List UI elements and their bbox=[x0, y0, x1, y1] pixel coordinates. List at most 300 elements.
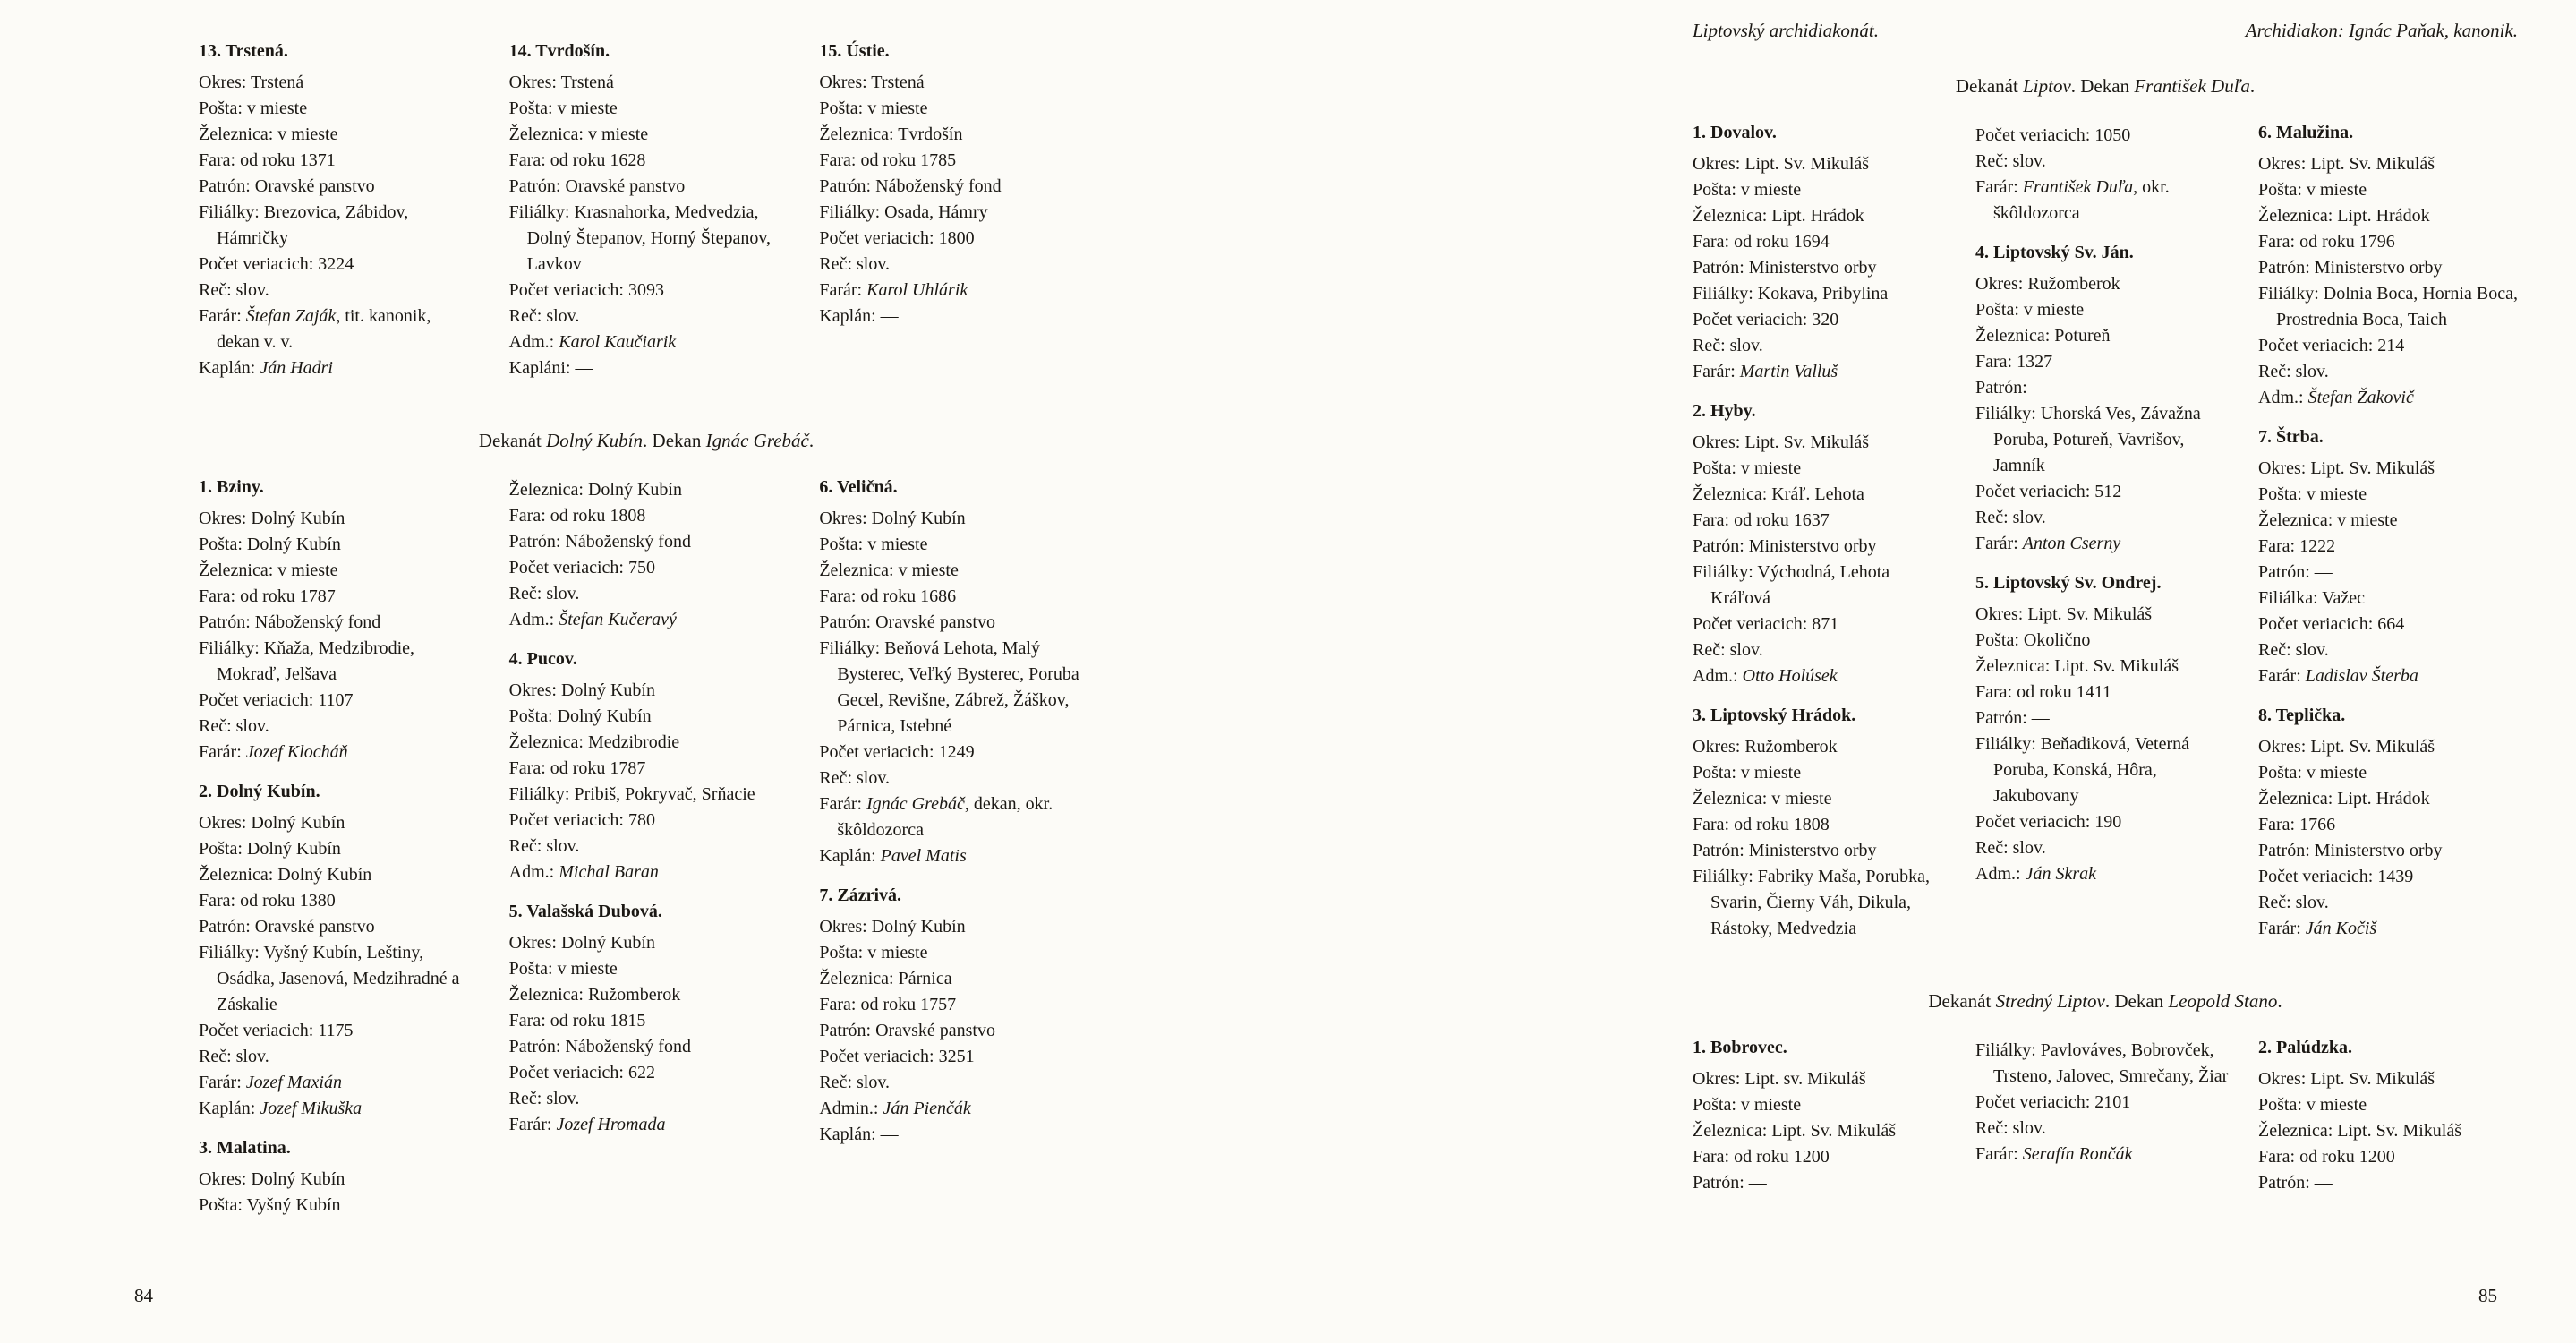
text-run: Počet veriacich: 320 bbox=[1693, 310, 1839, 329]
text-run: Počet veriacich: 2101 bbox=[1975, 1092, 2131, 1112]
entry-line bbox=[1693, 864, 1952, 942]
entry-line bbox=[199, 688, 473, 714]
text-run: Reč: slov. bbox=[819, 254, 891, 274]
entry-block bbox=[2258, 123, 2518, 411]
entry-continuation bbox=[509, 477, 784, 633]
entry-line bbox=[1975, 706, 2235, 731]
entry-line bbox=[819, 174, 1094, 200]
entry-line bbox=[509, 834, 784, 860]
entry-title: 1. Dovalov. bbox=[1693, 123, 1777, 142]
left-page-text-block bbox=[199, 41, 1094, 1235]
text-run: Filiálky: Pavlováves, Bobrovček, Trsteno, Jalovec, Smrečany, Žiar bbox=[1975, 1040, 2229, 1086]
text-run: Okres: Dolný Kubín bbox=[819, 917, 966, 937]
entry-line bbox=[509, 1086, 784, 1112]
entry-line bbox=[2258, 663, 2518, 689]
text-run: Pošta: v mieste bbox=[1693, 458, 1802, 478]
text-run: Patrón: Ministerstvo orby bbox=[2258, 841, 2443, 860]
entry-line bbox=[1975, 401, 2235, 479]
entry-line bbox=[199, 862, 473, 888]
text-run: Okres: Lipt. Sv. Mikuláš bbox=[2258, 1069, 2435, 1089]
text-run: Filiálky: Kňaža, Medzibrodie, Mokraď, Jelšava bbox=[199, 638, 415, 684]
text-run: Filiálky: Fabriky Maša, Porubka, Svarin, Čierny Váh, Dikula, Rástoky, Medvedzia bbox=[1693, 867, 1930, 938]
italic-name: Štefan Zaják bbox=[245, 306, 337, 326]
entry-line bbox=[819, 791, 1094, 843]
text-run: Železnica: Lipt. Hrádok bbox=[1693, 206, 1864, 226]
text-run: Počet veriacich: 512 bbox=[1975, 482, 2122, 501]
text-run: Farár: bbox=[1975, 534, 2023, 553]
entry-line bbox=[509, 329, 784, 355]
column bbox=[1975, 1038, 2235, 1184]
column bbox=[1975, 123, 2235, 903]
text-run: Fara: od roku 1808 bbox=[1693, 815, 1830, 834]
entry-line bbox=[509, 860, 784, 885]
text-run: Filiálka: Važec bbox=[2258, 588, 2366, 608]
text-run: Kaplán: — bbox=[819, 306, 899, 326]
entry-line bbox=[1693, 482, 1952, 508]
text-run: Fara: od roku 1808 bbox=[508, 506, 646, 526]
text-run: Okres: Dolný Kubín bbox=[199, 509, 345, 528]
text-run: Reč: slov. bbox=[508, 584, 580, 603]
entry-line bbox=[2258, 890, 2518, 916]
text-run: Fara: od roku 1371 bbox=[199, 150, 336, 170]
text-run: , okr. škôldozorca bbox=[1993, 177, 2170, 223]
entry-line bbox=[1975, 809, 2235, 835]
entry-line bbox=[1693, 456, 1952, 482]
italic-name: Ján Skrak bbox=[2025, 864, 2096, 884]
entry-line bbox=[509, 730, 784, 756]
entry-line bbox=[199, 252, 473, 278]
text-run: Počet veriacich: 1800 bbox=[819, 228, 975, 248]
text-run: Farár: bbox=[1693, 362, 1740, 381]
italic-name: Jozef Maxián bbox=[245, 1073, 342, 1092]
italic-name: Michal Baran bbox=[559, 862, 659, 882]
text-run: Kaplán: bbox=[199, 358, 260, 378]
text-run: Patrón: Náboženský fond bbox=[819, 176, 1002, 196]
entry-line bbox=[199, 355, 473, 381]
text-run: Fara: od roku 1787 bbox=[508, 758, 646, 778]
entry-line bbox=[1975, 375, 2235, 401]
entry-line bbox=[509, 96, 784, 122]
entry-line bbox=[1693, 560, 1952, 612]
entry-block bbox=[1975, 573, 2235, 887]
text-run: Filiálky: Beňová Lehota, Malý Bysterec, Veľký Bysterec, Poruba Gecel, Revišne, Zábrež, Žáškov, Párnica, Istebné bbox=[819, 638, 1079, 736]
entry-line bbox=[1693, 255, 1952, 281]
entry-line bbox=[199, 940, 473, 1018]
text-run: Filiálky: Beňadiková, Veterná Poruba, Konská, Hôra, Jakubovany bbox=[1975, 734, 2190, 806]
text-run: Pošta: Vyšný Kubín bbox=[199, 1195, 341, 1215]
text-run: Reč: slov. bbox=[508, 1089, 580, 1108]
entry-line bbox=[2258, 456, 2518, 482]
entry-line bbox=[1975, 628, 2235, 654]
text-run: Patrón: — bbox=[1975, 378, 2050, 398]
entry-line bbox=[1693, 430, 1952, 456]
text-run: Počet veriacich: 3224 bbox=[199, 254, 354, 274]
italic-name: Otto Holúsek bbox=[1742, 666, 1838, 686]
text-run: Železnica: Dolný Kubín bbox=[199, 865, 372, 885]
italic-name: Ladislav Šterba bbox=[2305, 666, 2418, 686]
entry-line bbox=[509, 782, 784, 808]
entry-line bbox=[199, 1167, 473, 1193]
text-run: Kaplán: bbox=[199, 1099, 260, 1118]
entry-line bbox=[2258, 812, 2518, 838]
entry-line bbox=[1975, 531, 2235, 557]
entry-title: 4. Liptovský Sv. Ján. bbox=[1975, 243, 2134, 262]
right-page-text-block bbox=[1693, 75, 2518, 1212]
entry-line bbox=[819, 252, 1094, 278]
text-run: Železnica: v mieste bbox=[819, 560, 959, 580]
entry-line bbox=[509, 174, 784, 200]
text-run: Fara: od roku 1628 bbox=[508, 150, 646, 170]
entry-line bbox=[1693, 333, 1952, 359]
text-run: Dekanát bbox=[1928, 990, 1996, 1012]
text-run: Počet veriacich: 3251 bbox=[819, 1047, 975, 1066]
text-run: Reč: slov. bbox=[819, 1073, 891, 1092]
entry-line bbox=[1975, 297, 2235, 323]
entry-block bbox=[2258, 427, 2518, 689]
entry-line bbox=[509, 477, 784, 503]
entry-line bbox=[199, 636, 473, 688]
entry-line bbox=[509, 529, 784, 555]
section-columns bbox=[199, 477, 1094, 1235]
text-run: . Dekan bbox=[2070, 75, 2135, 97]
text-run: Farár: bbox=[819, 794, 867, 814]
entry-line bbox=[2258, 255, 2518, 281]
text-run: Patrón: Ministerstvo orby bbox=[2258, 258, 2443, 278]
entry-line bbox=[1693, 359, 1952, 385]
text-run: Železnica: Medzibrodie bbox=[508, 732, 680, 752]
entry-line bbox=[509, 278, 784, 304]
text-run: Pošta: Dolný Kubín bbox=[508, 706, 652, 726]
entry-title: 13. Trstená. bbox=[199, 41, 288, 61]
text-run: Filiálky: Kokava, Pribylina bbox=[1693, 284, 1889, 304]
text-run: Fara: od roku 1815 bbox=[508, 1011, 646, 1031]
entry-line bbox=[509, 1112, 784, 1138]
text-run: Pošta: Okolično bbox=[1975, 630, 2091, 650]
text-run: Reč: slov. bbox=[2258, 362, 2329, 381]
entry-line bbox=[1693, 1118, 1952, 1144]
page-right bbox=[1288, 0, 2576, 1343]
entry-line bbox=[1975, 123, 2235, 149]
entry-block bbox=[1693, 123, 1952, 385]
entry-block bbox=[1975, 243, 2235, 557]
entry-line bbox=[509, 1060, 784, 1086]
text-run: Pošta: v mieste bbox=[2258, 484, 2367, 504]
text-run: . Dekan bbox=[2104, 990, 2169, 1012]
text-run: Pošta: v mieste bbox=[2258, 180, 2367, 200]
text-run: Adm.: bbox=[2258, 388, 2308, 407]
entry-continuation bbox=[1975, 123, 2235, 227]
text-run: Kaplán: — bbox=[819, 1125, 899, 1144]
text-run: Fara: 1222 bbox=[2258, 536, 2336, 556]
entry-line bbox=[2258, 359, 2518, 385]
text-run: Reč: slov. bbox=[508, 306, 580, 326]
text-run: Fara: od roku 1380 bbox=[199, 891, 336, 911]
entry-title: 3. Malatina. bbox=[199, 1138, 291, 1158]
text-run: Dekanát bbox=[478, 430, 547, 451]
entry-title: 8. Teplička. bbox=[2258, 706, 2346, 725]
text-run: Patrón: Ministerstvo orby bbox=[1693, 536, 1877, 556]
entry-line bbox=[1975, 1116, 2235, 1142]
entry-line bbox=[2258, 612, 2518, 637]
entry-title: 5. Valašská Dubová. bbox=[508, 902, 662, 921]
text-run: Filiálky: Dolnia Boca, Hornia Boca, Prostrednia Boca, Taich bbox=[2258, 284, 2518, 329]
entry-line bbox=[1693, 534, 1952, 560]
entry-line bbox=[509, 70, 784, 96]
entry-line bbox=[509, 982, 784, 1008]
entry-line bbox=[1975, 271, 2235, 297]
entry-line bbox=[509, 1008, 784, 1034]
text-run: Patrón: — bbox=[2258, 562, 2333, 582]
text-run: Počet veriacich: 3093 bbox=[508, 280, 664, 300]
entry-line bbox=[819, 992, 1094, 1018]
text-run: Počet veriacich: 1107 bbox=[199, 690, 354, 710]
italic-name: Ján Hadri bbox=[260, 358, 333, 378]
text-run: Patrón: Oravské panstvo bbox=[199, 176, 375, 196]
entry-line bbox=[1975, 1142, 2235, 1168]
text-run: Železnica: Lipt. Sv. Mikuláš bbox=[2258, 1121, 2461, 1141]
entry-line bbox=[2258, 151, 2518, 177]
italic-name: Jozef Klocháň bbox=[245, 742, 348, 762]
text-run: Reč: slov. bbox=[199, 1047, 269, 1066]
entry-line bbox=[199, 304, 473, 355]
text-run: Filiálky: Osada, Hámry bbox=[819, 202, 988, 222]
text-run: Kaplán: bbox=[819, 846, 881, 866]
text-run: Filiálky: Pribiš, Pokryvač, Srňacie bbox=[508, 784, 755, 804]
running-heads bbox=[1693, 20, 2518, 42]
text-run: Kapláni: — bbox=[508, 358, 593, 378]
entry-line bbox=[199, 96, 473, 122]
text-run: Reč: slov. bbox=[2258, 893, 2329, 912]
text-run: Reč: slov. bbox=[199, 280, 269, 300]
entry-title: 2. Palúdzka. bbox=[2258, 1038, 2353, 1057]
entry-title: 1. Bziny. bbox=[199, 477, 264, 497]
entry-line bbox=[509, 555, 784, 581]
text-run: Reč: slov. bbox=[2258, 640, 2329, 660]
text-run: Fara: od roku 1411 bbox=[1975, 682, 2112, 702]
entry-line bbox=[819, 766, 1094, 791]
entry-line bbox=[2258, 760, 2518, 786]
entry-line bbox=[819, 226, 1094, 252]
text-run: Železnica: Lipt. Sv. Mikuláš bbox=[1975, 656, 2179, 676]
text-run: Patrón: Oravské panstvo bbox=[199, 917, 375, 937]
entry-line bbox=[1693, 734, 1952, 760]
entry-line bbox=[2258, 560, 2518, 586]
entry-block bbox=[819, 885, 1094, 1148]
entry-block bbox=[819, 477, 1094, 869]
column bbox=[819, 41, 1094, 346]
text-run: Adm.: bbox=[508, 610, 559, 629]
entry-line bbox=[819, 304, 1094, 329]
text-run: Farár: bbox=[199, 306, 246, 326]
text-run: Okres: Trstená bbox=[819, 73, 925, 92]
entry-line bbox=[1975, 323, 2235, 349]
entry-line bbox=[1975, 602, 2235, 628]
text-run: Fara: od roku 1200 bbox=[2258, 1147, 2395, 1167]
text-run: Fara: od roku 1757 bbox=[819, 995, 957, 1014]
entry-line bbox=[1975, 505, 2235, 531]
column bbox=[199, 477, 473, 1235]
text-run: Reč: slov. bbox=[199, 716, 269, 736]
text-run: Fara: od roku 1200 bbox=[1693, 1147, 1830, 1167]
text-run: Pošta: v mieste bbox=[819, 943, 928, 962]
entry-line bbox=[2258, 333, 2518, 359]
entry-line bbox=[199, 914, 473, 940]
entry-line bbox=[819, 914, 1094, 940]
entry-line bbox=[819, 558, 1094, 584]
text-run: Fara: od roku 1796 bbox=[2258, 232, 2395, 252]
text-run: Počet veriacich: 622 bbox=[508, 1063, 655, 1082]
entry-line bbox=[819, 70, 1094, 96]
text-run: Okres: Lipt. Sv. Mikuláš bbox=[1693, 432, 1870, 452]
entry-line bbox=[819, 1044, 1094, 1070]
text-run: Počet veriacich: 1249 bbox=[819, 742, 975, 762]
entry-line bbox=[1693, 1144, 1952, 1170]
entry-block bbox=[1693, 1038, 1952, 1196]
section bbox=[1693, 990, 2518, 1212]
entry-line bbox=[2258, 281, 2518, 333]
text-run: Železnica: Kráľ. Lehota bbox=[1693, 484, 1864, 504]
entry-line bbox=[819, 584, 1094, 610]
entry-line bbox=[509, 704, 784, 730]
entry-block bbox=[2258, 1038, 2518, 1196]
text-run: Pošta: v mieste bbox=[2258, 763, 2367, 783]
text-run: Admin.: bbox=[819, 1099, 883, 1118]
entry-line bbox=[2258, 637, 2518, 663]
italic-name: Pavel Matis bbox=[880, 846, 967, 866]
text-run: , dekan, okr. škôldozorca bbox=[837, 794, 1053, 840]
text-run: Adm.: bbox=[508, 332, 559, 352]
entry-line bbox=[819, 966, 1094, 992]
entry-line bbox=[1975, 1090, 2235, 1116]
entry-line bbox=[1693, 203, 1952, 229]
entry-line bbox=[1975, 731, 2235, 809]
entry-line bbox=[1975, 479, 2235, 505]
italic-name: Karol Kaučiarik bbox=[559, 332, 677, 352]
entry-line bbox=[819, 1018, 1094, 1044]
entry-line bbox=[199, 1044, 473, 1070]
italic-name: Ján Pienčák bbox=[883, 1099, 971, 1118]
column bbox=[819, 477, 1094, 1164]
entry-line bbox=[1693, 281, 1952, 307]
text-run: Fara: od roku 1686 bbox=[819, 586, 957, 606]
text-run: Farár: bbox=[1975, 1144, 2023, 1164]
entry-line bbox=[1693, 786, 1952, 812]
text-run: Patrón: Náboženský fond bbox=[508, 1037, 691, 1056]
section-columns bbox=[1693, 1038, 2518, 1212]
text-run: Adm.: bbox=[1693, 666, 1743, 686]
text-run: Pošta: v mieste bbox=[819, 535, 928, 554]
entry-block bbox=[819, 41, 1094, 329]
text-run: Dekanát bbox=[1955, 75, 2024, 97]
entry-block bbox=[1693, 706, 1952, 942]
text-run: Fara: od roku 1785 bbox=[819, 150, 957, 170]
italic-name: Štefan Žakovič bbox=[2307, 388, 2414, 407]
text-run: Pošta: v mieste bbox=[508, 959, 618, 979]
entry-line bbox=[1693, 663, 1952, 689]
entry-line bbox=[1693, 612, 1952, 637]
entry-line bbox=[819, 636, 1094, 740]
italic-name: František Duľa bbox=[2134, 75, 2250, 97]
text-run: Patrón: Oravské panstvo bbox=[819, 612, 995, 632]
text-run: Okres: Dolný Kubín bbox=[199, 813, 345, 833]
entry-line bbox=[2258, 786, 2518, 812]
text-run: Okres: Lipt. sv. Mikuláš bbox=[1693, 1069, 1866, 1089]
text-run: Fara: 1766 bbox=[2258, 815, 2336, 834]
entry-line bbox=[2258, 177, 2518, 203]
text-run: Počet veriacich: 214 bbox=[2258, 336, 2405, 355]
italic-name: Liptov bbox=[2023, 75, 2071, 97]
italic-name: Ignác Grebáč bbox=[705, 430, 809, 451]
entry-line bbox=[199, 506, 473, 532]
entry-line bbox=[819, 1070, 1094, 1096]
entry-line bbox=[199, 122, 473, 148]
entry-line bbox=[1975, 861, 2235, 887]
text-run: . bbox=[2277, 990, 2282, 1012]
text-run: Patrón: Ministerstvo orby bbox=[1693, 258, 1877, 278]
entry-title: 2. Hyby. bbox=[1693, 401, 1756, 421]
italic-name: František Duľa bbox=[2022, 177, 2134, 197]
entry-block bbox=[509, 41, 784, 381]
entry-line bbox=[2258, 1066, 2518, 1092]
text-run: Patrón: — bbox=[1693, 1173, 1767, 1193]
entry-line bbox=[1693, 307, 1952, 333]
entry-line bbox=[1975, 835, 2235, 861]
entry-block bbox=[2258, 706, 2518, 942]
entry-title: 7. Štrba. bbox=[2258, 427, 2324, 447]
entry-line bbox=[2258, 534, 2518, 560]
running-head-left: Liptovský archidiakonát. bbox=[1693, 20, 1880, 41]
text-run: Reč: slov. bbox=[1975, 838, 2046, 858]
section-columns bbox=[1693, 123, 2518, 958]
text-run: Reč: slov. bbox=[508, 836, 580, 856]
text-run: Fara: od roku 1787 bbox=[199, 586, 336, 606]
entry-line bbox=[2258, 838, 2518, 864]
entry-line bbox=[509, 503, 784, 529]
text-run: Počet veriacich: 1439 bbox=[2258, 867, 2414, 886]
text-run: Reč: slov. bbox=[1693, 640, 1763, 660]
entry-line bbox=[509, 355, 784, 381]
italic-name: Ignác Grebáč bbox=[866, 794, 965, 814]
entry-line bbox=[2258, 734, 2518, 760]
entry-line bbox=[1693, 151, 1952, 177]
entry-line bbox=[2258, 385, 2518, 411]
text-run: Železnica: Lipt. Sv. Mikuláš bbox=[1693, 1121, 1896, 1141]
text-run: Okres: Lipt. Sv. Mikuláš bbox=[2258, 737, 2435, 757]
text-run: Železnica: Tvrdošín bbox=[819, 124, 963, 144]
text-run: Železnica: Lipt. Hrádok bbox=[2258, 206, 2430, 226]
text-run: Fara: od roku 1637 bbox=[1693, 510, 1830, 530]
text-run: . bbox=[2249, 75, 2256, 97]
text-run: Železnica: Potureň bbox=[1975, 326, 2111, 346]
text-run: Železnica: v mieste bbox=[2258, 510, 2398, 530]
text-run: Patrón: — bbox=[2258, 1173, 2333, 1193]
entry-line bbox=[1693, 812, 1952, 838]
entry-line bbox=[199, 558, 473, 584]
page-number-right: 85 bbox=[2478, 1285, 2497, 1306]
text-run: Filiálky: Uhorská Ves, Závažna Poruba, Potureň, Vavrišov, Jamník bbox=[1975, 404, 2201, 475]
italic-name: Dolný Kubín bbox=[546, 430, 644, 451]
entry-line bbox=[1693, 1066, 1952, 1092]
text-run: Farár: bbox=[2258, 919, 2306, 938]
text-run: Reč: slov. bbox=[819, 768, 891, 788]
text-run: Adm.: bbox=[508, 862, 559, 882]
entry-line bbox=[199, 610, 473, 636]
text-run: Reč: slov. bbox=[1975, 1118, 2046, 1138]
italic-name: Stredný Liptov bbox=[1995, 990, 2105, 1012]
entry-line bbox=[199, 888, 473, 914]
entry-line bbox=[2258, 586, 2518, 612]
text-run: Fara: 1327 bbox=[1975, 352, 2053, 372]
